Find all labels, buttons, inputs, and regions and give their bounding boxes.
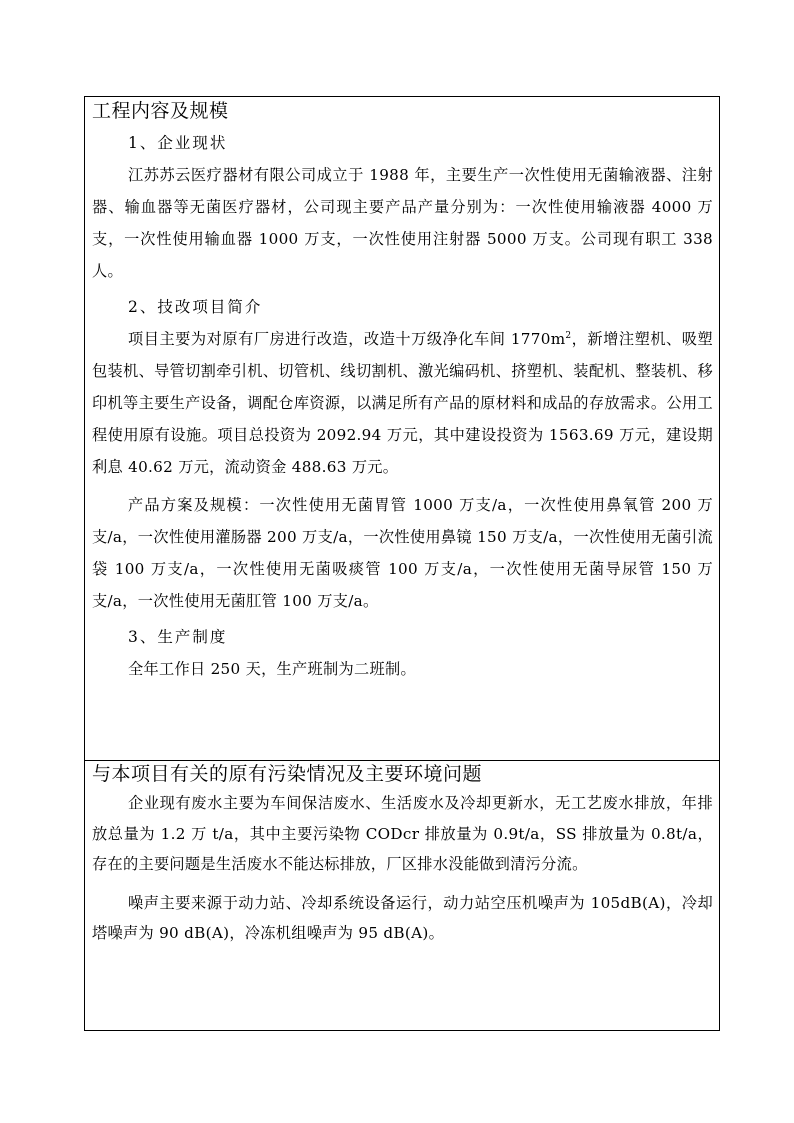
- subheading-company-status: 1、企业现状: [128, 134, 228, 152]
- section-title: 与本项目有关的原有污染情况及主要环境问题: [92, 763, 483, 785]
- section-title: 工程内容及规模: [92, 100, 229, 122]
- project-intro-text-b: ，新增注塑机、吸塑包装机、导管切割牵引机、切管机、线切割机、激光编码机、挤塑机、装配机、整装机、移印机等主要生产设备，调配仓库资源，以满足所有产品的原材料和成品的存放需求。公用工程使用原有设施。项目总投资为 2092.94 万元，其中建设投资为 1563.69 万元，建设期利息 40.62 万元，流动资金 488.63 万元。: [92, 330, 713, 476]
- paragraph-production-system: 全年工作日 250 天，生产班制为二班制。: [128, 660, 416, 678]
- paragraph-noise: 噪声主要来源于动力站、冷却系统设备运行，动力站空压机噪声为 105dB(A)，冷却塔噪声为 90 dB(A)，冷冻机组噪声为 95 dB(A)。: [92, 893, 713, 942]
- report-table: [84, 96, 720, 1031]
- project-intro-text-a: 项目主要为对原有厂房进行改造，改造十万级净化车间 1770m: [128, 330, 566, 348]
- paragraph-project-intro: [92, 323, 713, 483]
- subheading-project-intro: 2、技改项目简介: [128, 298, 263, 316]
- paragraph-product-plan: 产品方案及规模：一次性使用无菌胃管 1000 万支/a，一次性使用鼻氧管 200 万支/a，一次性使用灌肠器 200 万支/a，一次性使用鼻镜 150 万支/a，一次性使用无菌引流袋 100 万支/a，一次性使用无菌吸痰管 100 万支/a，一次性使用无菌导尿管 150 万支/a，一次性使用无菌肛管 100 万支/a。: [92, 496, 713, 610]
- superscript-2: 2: [565, 330, 572, 341]
- paragraph-company-status: 江苏苏云医疗器材有限公司成立于 1988 年，主要生产一次性使用无菌输液器、注射器、输血器等无菌医疗器材，公司现主要产品产量分别为：一次性使用输液器 4000 万支，一次性使用输血器 1000 万支，一次性使用注射器 5000 万支。公司现有职工 338 人。: [92, 166, 713, 280]
- project-scope-section: [85, 99, 719, 761]
- pollution-section: [85, 762, 719, 1030]
- paragraph-wastewater: 企业现有废水主要为车间保洁废水、生活废水及冷却更新水，无工艺废水排放，年排放总量为 1.2 万 t/a，其中主要污染物 CODcr 排放量为 0.9t/a，SS 排放量为 0.8t/a，存在的主要问题是生活废水不能达标排放，厂区排水没能做到清污分流。: [92, 794, 713, 873]
- subheading-production-system: 3、生产制度: [128, 628, 228, 646]
